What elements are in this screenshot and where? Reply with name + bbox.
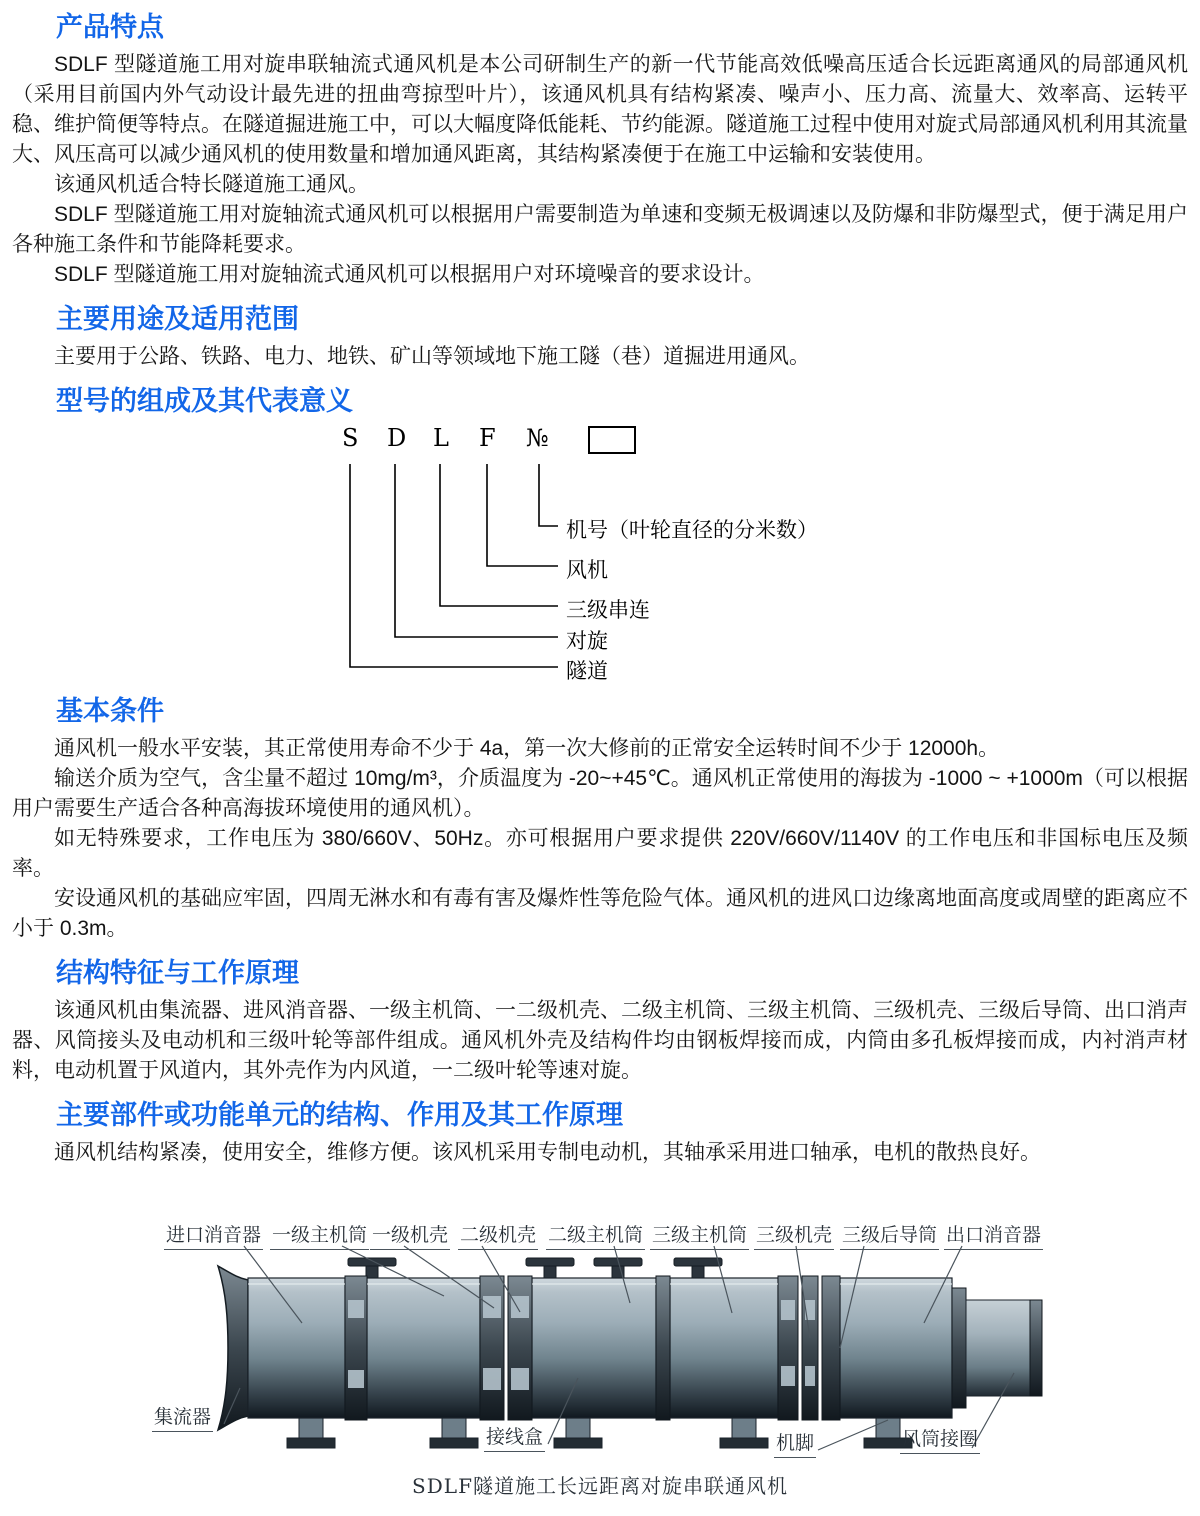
model-letter-f: F <box>479 424 496 452</box>
section-title-model: 型号的组成及其代表意义 <box>56 386 353 416</box>
basic-paragraph-2: 输送介质为空气，含尘量不超过 10mg/m³，介质温度为 -20~+45℃。通风机正常使用的海拔为 -1000 ~ +1000m（可以根据用户需要生产适合各种高海拔环境使用的通风机）。 <box>12 767 1188 820</box>
label-collector: 集流器 <box>152 1402 213 1432</box>
usage-paragraph: 主要用于公路、铁路、电力、地铁、矿山等领域地下施工隧（巷）道掘进用通风。 <box>54 345 810 368</box>
label-stage3-main-barrel: 三级主机筒 <box>650 1220 749 1250</box>
section-title-usage: 主要用途及适用范围 <box>56 304 299 334</box>
features-paragraph-4: SDLF 型隧道施工用对旋轴流式通风机可以根据用户对环境噪音的要求设计。 <box>54 263 765 286</box>
model-label-tunnel: 隧道 <box>566 659 608 683</box>
label-machine-foot: 机脚 <box>774 1428 816 1458</box>
parts-paragraph: 通风机结构紧凑，使用安全，维修方便。该风机采用专制电动机，其轴承采用进口轴承，电机的散热良好。 <box>54 1141 1041 1164</box>
structure-paragraph: 该通风机由集流器、进风消音器、一级主机筒、一二级机壳、二级主机筒、三级主机筒、三级机壳、三级后导筒、出口消声器、风筒接头及电动机和三级叶轮等部件组成。通风机外壳及结构件均由钢板焊接而成，内筒由多孔板焊接而成，内衬消声材料，电动机置于风道内，其外壳作为内风道，一二级叶轮等速对旋。 <box>12 999 1188 1082</box>
model-label-fan-number: 机号（叶轮直径的分米数） <box>566 518 818 542</box>
model-number-box <box>588 426 636 454</box>
bell-mouth <box>218 1266 248 1430</box>
model-letter-d: D <box>387 424 407 452</box>
model-label-counter-rotating: 对旋 <box>566 629 608 653</box>
model-letter-no: № <box>526 424 549 452</box>
label-stage3-casing: 三级机壳 <box>754 1220 834 1250</box>
label-stage3-rear-guide: 三级后导筒 <box>840 1220 939 1250</box>
model-letter-s: S <box>342 424 359 452</box>
model-letter-l: L <box>433 424 449 452</box>
section-title-basic: 基本条件 <box>56 696 164 726</box>
model-label-three-stage-series: 三级串连 <box>566 598 650 622</box>
section-title-structure: 结构特征与工作原理 <box>56 958 299 988</box>
label-junction-box: 接线盒 <box>484 1422 545 1452</box>
label-stage2-main-barrel: 二级主机筒 <box>546 1220 645 1250</box>
features-paragraph-3: SDLF 型隧道施工用对旋轴流式通风机可以根据用户需要制造为单速和变频无极调速以及防爆和非防爆型式，便于满足用户各种施工条件和节能降耗要求。 <box>12 203 1188 256</box>
label-stage2-casing: 二级机壳 <box>458 1220 538 1250</box>
label-outlet-silencer: 出口消音器 <box>944 1220 1043 1250</box>
basic-paragraph-1: 通风机一般水平安装，其正常使用寿命不少于 4a，第一次大修前的正常安全运转时间不少于 12000h。 <box>54 737 1000 760</box>
model-label-fan: 风机 <box>566 558 608 582</box>
label-stage1-main-barrel: 一级主机筒 <box>270 1220 369 1250</box>
section-title-features: 产品特点 <box>56 12 164 42</box>
features-paragraph-2: 该通风机适合特长隧道施工通风。 <box>54 173 369 196</box>
label-inlet-silencer: 进口消音器 <box>164 1220 263 1250</box>
label-stage1-casing: 一级机壳 <box>370 1220 450 1250</box>
label-duct-connector: 风筒接圈 <box>900 1424 980 1454</box>
section-title-parts: 主要部件或功能单元的结构、作用及其工作原理 <box>56 1100 623 1130</box>
fan-assembly-diagram <box>12 1208 1188 1516</box>
basic-paragraph-3: 如无特殊要求，工作电压为 380/660V、50Hz。亦可根据用户要求提供 220V/660V/1140V 的工作电压和非国标电压及频率。 <box>12 827 1188 880</box>
fan-diagram-caption: SDLF隧道施工长远距离对旋串联通风机 <box>412 1474 788 1498</box>
features-paragraph-1: SDLF 型隧道施工用对旋串联轴流式通风机是本公司研制生产的新一代节能高效低噪高压适合长远距离通风的局部通风机（采用目前国内外气动设计最先进的扭曲弯掠型叶片），该通风机具有结构紧凑、噪声小、压力高、流量大、效率高、运转平稳、维护简便等特点。在隧道掘进施工中，可以大幅度降低能耗、节约能源。隧道施工过程中使用对旋式局部通风机利用其流量大、风压高可以减少通风机的使用数量和增加通风距离，其结构紧凑便于在施工中运输和安装使用。 <box>12 53 1188 166</box>
basic-paragraph-4: 安设通风机的基础应牢固，四周无淋水和有毒有害及爆炸性等危险气体。通风机的进风口边缘离地面高度或周壁的距离应不小于 0.3m。 <box>12 887 1188 940</box>
fan-outlet <box>952 1288 1042 1408</box>
model-composition-diagram <box>12 424 1188 682</box>
